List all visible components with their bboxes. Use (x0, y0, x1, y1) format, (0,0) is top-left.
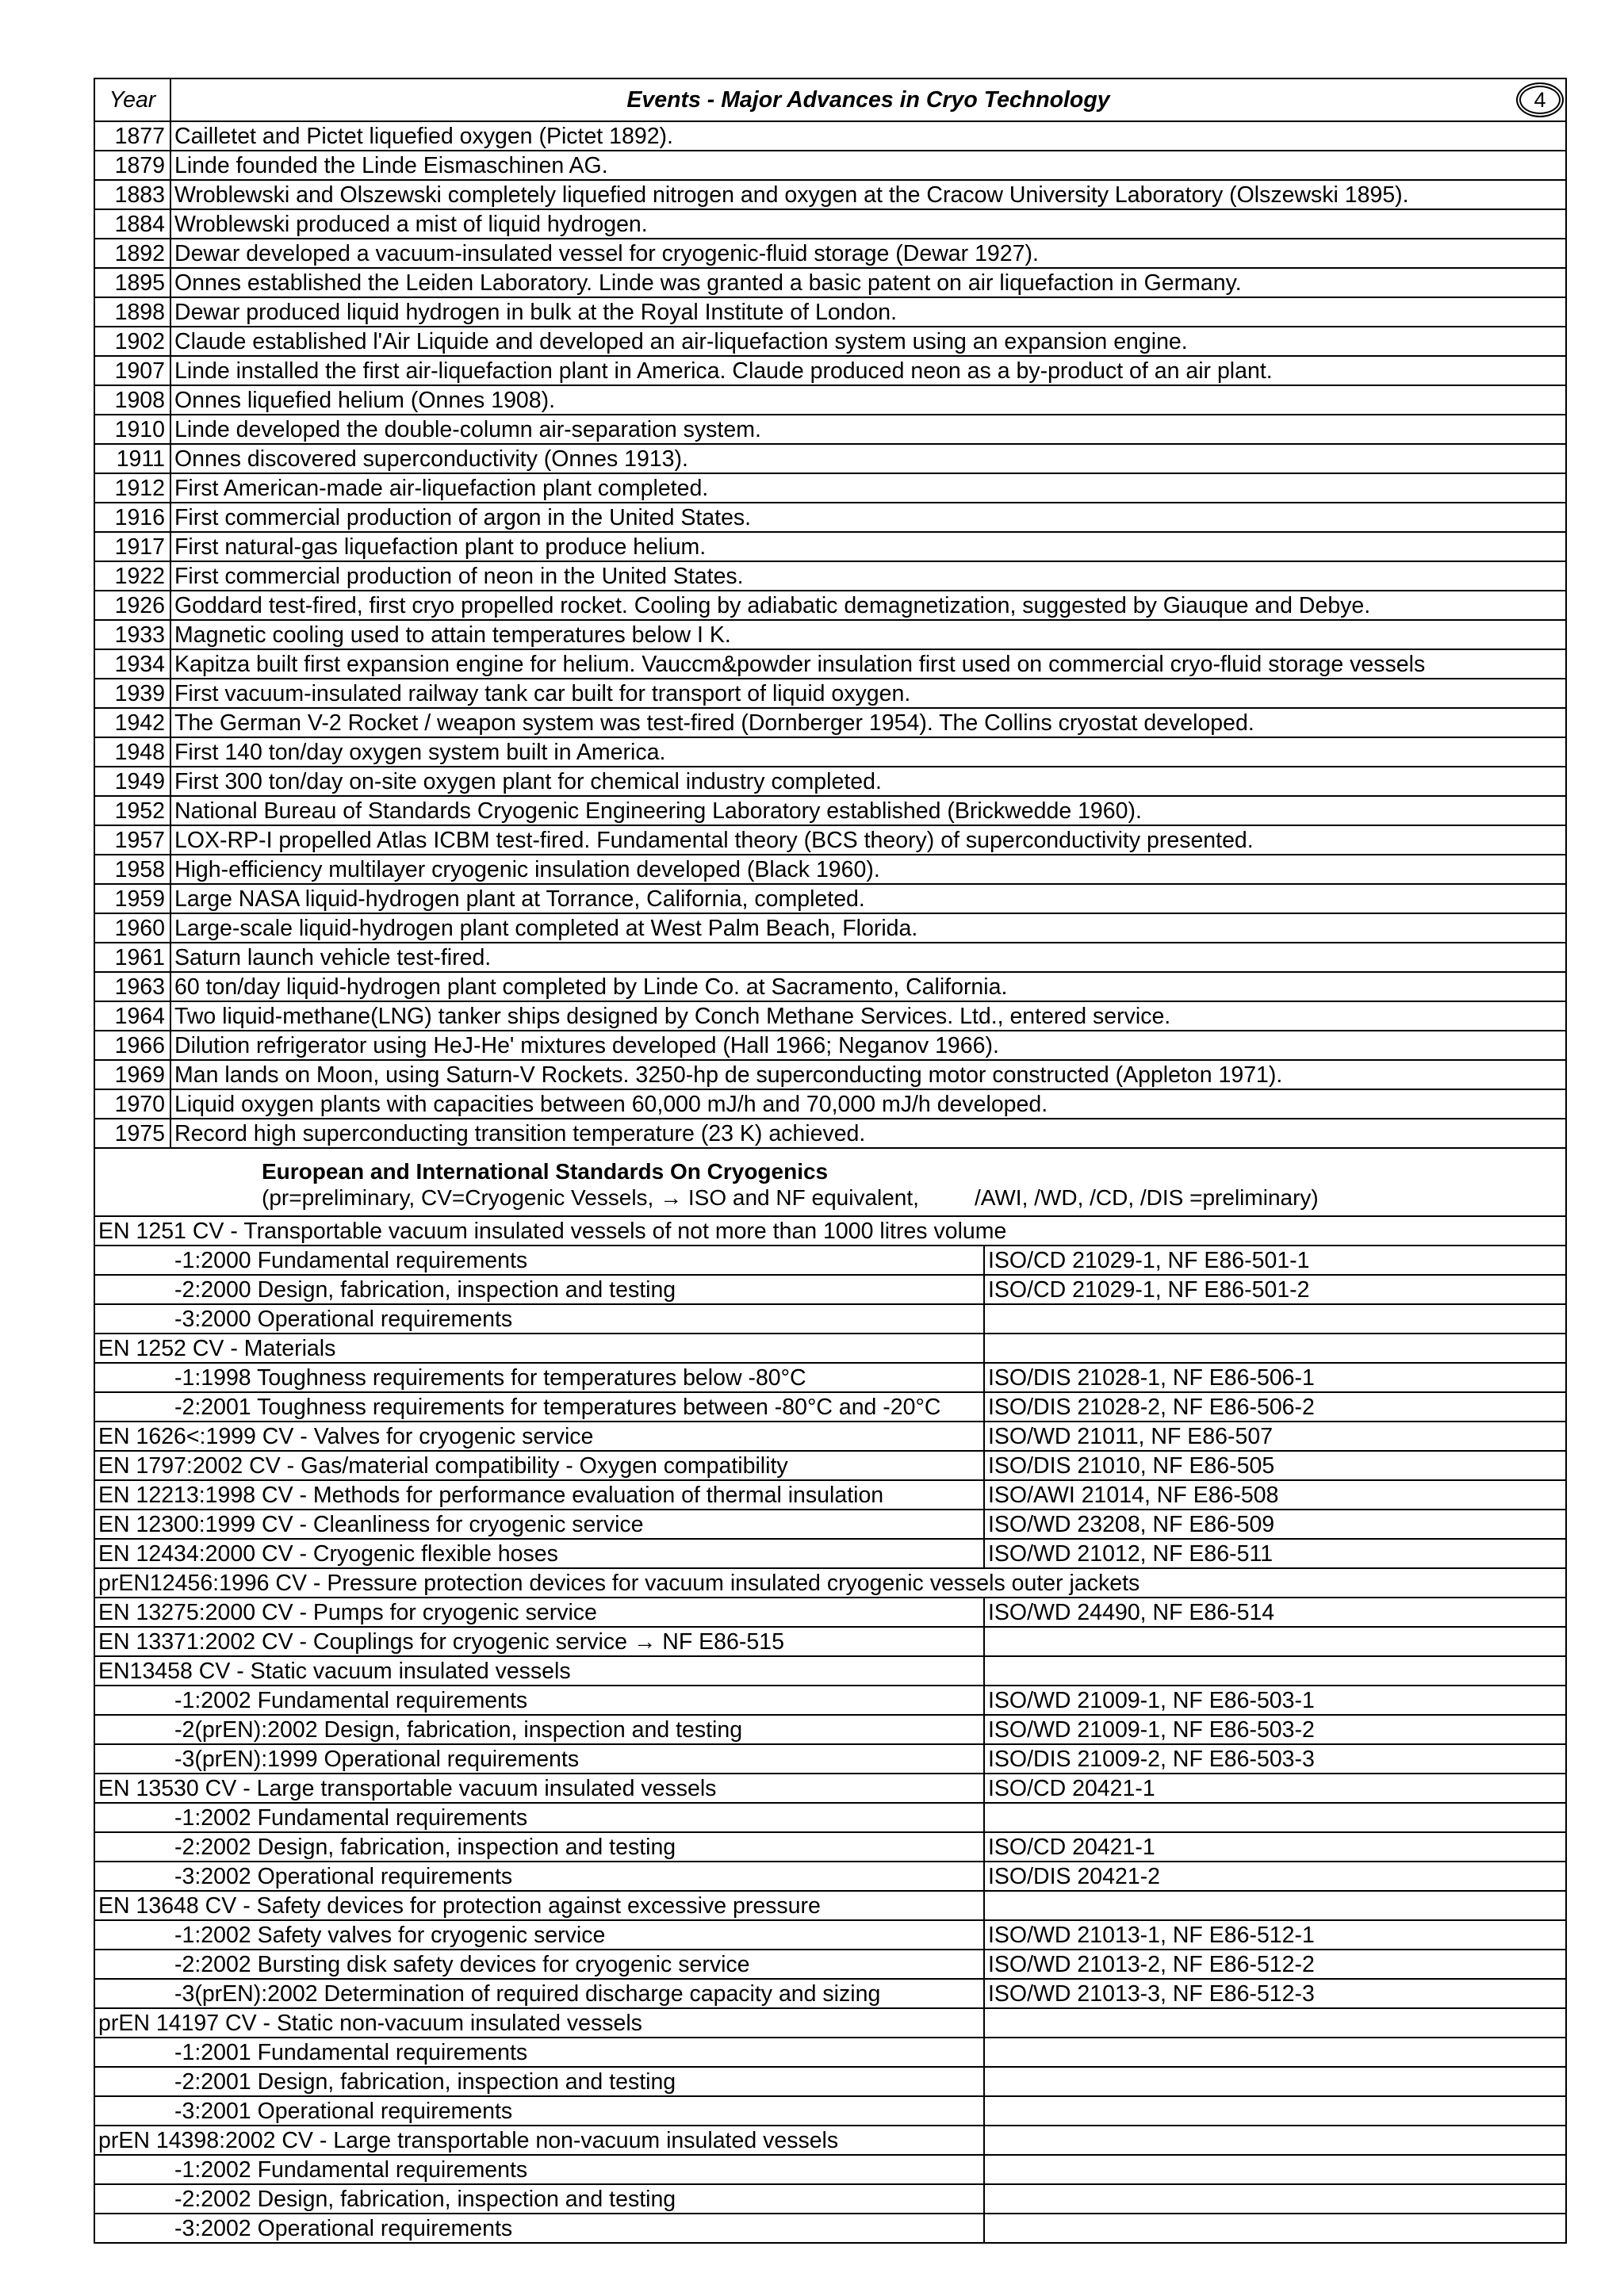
standard-equivalent: ISO/WD 21009-1, NF E86-503-2 (984, 1715, 1566, 1744)
event-row (94, 1031, 1566, 1060)
event-year: 1883 (94, 180, 170, 209)
event-row (94, 620, 1566, 649)
event-year: 1933 (94, 620, 170, 649)
event-row (94, 1001, 1566, 1031)
standard-title: -2:2002 Design, fabrication, inspection and testing (94, 1832, 984, 1862)
event-text: Record high superconducting transition temperature (23 K) achieved. (170, 1119, 1566, 1148)
event-text: First American-made air-liquefaction plant completed. (170, 473, 1566, 503)
standard-title: prEN 14197 CV - Static non-vacuum insulated vessels (94, 2008, 984, 2038)
event-year: 1963 (94, 972, 170, 1001)
standard-row (94, 1363, 1566, 1392)
standard-row (94, 1539, 1566, 1568)
event-row (94, 473, 1566, 503)
event-year: 1964 (94, 1001, 170, 1031)
event-year: 1916 (94, 503, 170, 532)
standard-row (94, 2155, 1566, 2184)
event-year: 1970 (94, 1089, 170, 1119)
standard-title: EN 13648 CV - Safety devices for protection against excessive pressure (94, 1891, 984, 1920)
standard-equivalent: ISO/WD 21012, NF E86-511 (984, 1539, 1566, 1568)
standard-title: -1:2002 Fundamental requirements (94, 1686, 984, 1715)
standard-row (94, 2126, 1566, 2155)
standard-row (94, 2184, 1566, 2214)
event-row (94, 796, 1566, 825)
event-text: Linde founded the Linde Eismaschinen AG. (170, 151, 1566, 180)
event-text: Large NASA liquid-hydrogen plant at Torrance, California, completed. (170, 884, 1566, 913)
event-row (94, 1060, 1566, 1089)
event-year: 1917 (94, 532, 170, 561)
year-column-header: Year (94, 78, 170, 121)
standard-row (94, 1774, 1566, 1803)
standard-equivalent (984, 1304, 1566, 1334)
standard-equivalent: ISO/WD 21011, NF E86-507 (984, 1422, 1566, 1451)
event-year: 1910 (94, 415, 170, 444)
event-year: 1877 (94, 121, 170, 151)
event-year: 1975 (94, 1119, 170, 1148)
standard-row (94, 1598, 1566, 1627)
event-year: 1961 (94, 943, 170, 972)
standard-title: -1:2002 Fundamental requirements (94, 2155, 984, 2184)
standard-equivalent: ISO/CD 21029-1, NF E86-501-2 (984, 1275, 1566, 1304)
event-text: Wroblewski produced a mist of liquid hydrogen. (170, 209, 1566, 239)
event-year: 1922 (94, 561, 170, 591)
event-text: Man lands on Moon, using Saturn-V Rockets. 3250-hp de superconducting motor constructed (Appleton 1971). (170, 1060, 1566, 1089)
standard-row (94, 2214, 1566, 2243)
event-row (94, 327, 1566, 356)
event-text: Saturn launch vehicle test-fired. (170, 943, 1566, 972)
standard-equivalent (984, 2184, 1566, 2214)
standard-equivalent (984, 1627, 1566, 1656)
event-text: Wroblewski and Olszewski completely liquefied nitrogen and oxygen at the Cracow University Laboratory (Olszewski 1895). (170, 180, 1566, 209)
event-year: 1907 (94, 356, 170, 385)
event-row (94, 239, 1566, 268)
event-year: 1958 (94, 855, 170, 884)
standard-row (94, 1832, 1566, 1862)
standards-header-cell (94, 1148, 1566, 1216)
event-year: 1895 (94, 268, 170, 297)
standard-title: EN13458 CV - Static vacuum insulated vessels (94, 1656, 984, 1686)
event-year: 1966 (94, 1031, 170, 1060)
standard-title: EN 1252 CV - Materials (94, 1334, 984, 1363)
event-row (94, 855, 1566, 884)
event-row (94, 679, 1566, 708)
standard-row (94, 1334, 1566, 1363)
standard-row (94, 1627, 1566, 1656)
standard-equivalent (984, 1891, 1566, 1920)
standard-equivalent (984, 2038, 1566, 2067)
standard-title: -3:2002 Operational requirements (94, 1862, 984, 1891)
event-row (94, 708, 1566, 737)
standard-row (94, 1891, 1566, 1920)
standard-equivalent: ISO/WD 21013-3, NF E86-512-3 (984, 1979, 1566, 2008)
standard-title: EN 1251 CV - Transportable vacuum insulated vessels of not more than 1000 litres volume (94, 1216, 984, 1246)
standard-equivalent (984, 2126, 1566, 2155)
event-text: Onnes discovered superconductivity (Onnes 1913). (170, 444, 1566, 473)
event-text: Dewar produced liquid hydrogen in bulk at the Royal Institute of London. (170, 297, 1566, 327)
standard-equivalent: ISO/CD 21029-1, NF E86-501-1 (984, 1246, 1566, 1275)
standard-equivalent (984, 1334, 1566, 1363)
event-row (94, 767, 1566, 796)
standard-title: -2:2002 Design, fabrication, inspection and testing (94, 2184, 984, 2214)
standard-row (94, 1510, 1566, 1539)
event-text: First 300 ton/day on-site oxygen plant for chemical industry completed. (170, 767, 1566, 796)
event-row (94, 737, 1566, 767)
event-year: 1911 (94, 444, 170, 473)
standard-title: EN 13530 CV - Large transportable vacuum insulated vessels (94, 1774, 984, 1803)
document-page (94, 78, 1567, 2244)
standard-row (94, 1656, 1566, 1686)
event-text: Dilution refrigerator using HeJ-He' mixtures developed (Hall 1966; Neganov 1966). (170, 1031, 1566, 1060)
event-year: 1892 (94, 239, 170, 268)
standard-equivalent (984, 1656, 1566, 1686)
event-row (94, 151, 1566, 180)
event-text: Linde developed the double-column air-separation system. (170, 415, 1566, 444)
events-title-cell (170, 78, 1566, 121)
standard-equivalent (984, 2008, 1566, 2038)
standard-equivalent: ISO/DIS 20421-2 (984, 1862, 1566, 1891)
standard-row (94, 1304, 1566, 1334)
event-text: Large-scale liquid-hydrogen plant completed at West Palm Beach, Florida. (170, 913, 1566, 943)
event-year: 1912 (94, 473, 170, 503)
standard-equivalent (984, 2067, 1566, 2096)
standards-subtitle (262, 1184, 1562, 1211)
standard-title: -2:2001 Toughness requirements for temperatures between -80°C and -20°C (94, 1392, 984, 1422)
standard-equivalent: ISO/WD 24490, NF E86-514 (984, 1598, 1566, 1627)
event-row (94, 591, 1566, 620)
event-text: First vacuum-insulated railway tank car built for transport of liquid oxygen. (170, 679, 1566, 708)
event-year: 1949 (94, 767, 170, 796)
event-row (94, 385, 1566, 415)
event-text: The German V-2 Rocket / weapon system was test-fired (Dornberger 1954). The Collins cryostat developed. (170, 708, 1566, 737)
event-year: 1969 (94, 1060, 170, 1089)
standard-title: EN 12434:2000 CV - Cryogenic flexible hoses (94, 1539, 984, 1568)
standard-row (94, 2067, 1566, 2096)
standard-row (94, 1715, 1566, 1744)
event-text: Cailletet and Pictet liquefied oxygen (Pictet 1892). (170, 121, 1566, 151)
standard-title: prEN12456:1996 CV - Pressure protection devices for vacuum insulated cryogenic vessels outer jackets (94, 1568, 984, 1598)
standard-row (94, 1686, 1566, 1715)
standard-row (94, 1480, 1566, 1510)
event-year: 1902 (94, 327, 170, 356)
standards-subtitle-right: /AWI, /WD, /CD, /DIS =preliminary) (974, 1185, 1319, 1210)
standard-equivalent (984, 2155, 1566, 2184)
event-text: Onnes liquefied helium (Onnes 1908). (170, 385, 1566, 415)
standard-title: EN 13275:2000 CV - Pumps for cryogenic service (94, 1598, 984, 1627)
standard-title: prEN 14398:2002 CV - Large transportable non-vacuum insulated vessels (94, 2126, 984, 2155)
standard-row (94, 1950, 1566, 1979)
standard-row (94, 1568, 1566, 1598)
event-text: LOX-RP-I propelled Atlas ICBM test-fired. Fundamental theory (BCS theory) of superconductivity presented. (170, 825, 1566, 855)
event-row (94, 444, 1566, 473)
standard-title: -2(prEN):2002 Design, fabrication, inspection and testing (94, 1715, 984, 1744)
event-text: Onnes established the Leiden Laboratory. Linde was granted a basic patent on air liquefaction in Germany. (170, 268, 1566, 297)
event-text: Claude established l'Air Liquide and developed an air-liquefaction system using an expansion engine. (170, 327, 1566, 356)
standard-equivalent: ISO/AWI 21014, NF E86-508 (984, 1480, 1566, 1510)
standard-row (94, 1246, 1566, 1275)
standard-row (94, 2038, 1566, 2067)
standard-title: -3:2000 Operational requirements (94, 1304, 984, 1334)
event-text: High-efficiency multilayer cryogenic insulation developed (Black 1960). (170, 855, 1566, 884)
event-year: 1879 (94, 151, 170, 180)
events-header-row (94, 78, 1566, 121)
standard-title: -2:2002 Bursting disk safety devices for cryogenic service (94, 1950, 984, 1979)
standard-title: EN 13371:2002 CV - Couplings for cryogenic service → NF E86-515 (94, 1627, 984, 1656)
event-row (94, 268, 1566, 297)
standard-title: -1:2001 Fundamental requirements (94, 2038, 984, 2067)
event-year: 1908 (94, 385, 170, 415)
event-text: First natural-gas liquefaction plant to produce helium. (170, 532, 1566, 561)
events-table (94, 78, 1567, 1149)
event-year: 1942 (94, 708, 170, 737)
standard-row (94, 1862, 1566, 1891)
standard-title: -1:2002 Safety valves for cryogenic service (94, 1920, 984, 1950)
event-year: 1934 (94, 649, 170, 679)
standards-header-row (94, 1148, 1566, 1216)
event-year: 1959 (94, 884, 170, 913)
event-row (94, 561, 1566, 591)
event-year: 1960 (94, 913, 170, 943)
event-text: First 140 ton/day oxygen system built in America. (170, 737, 1566, 767)
standard-title: EN 12213:1998 CV - Methods for performance evaluation of thermal insulation (94, 1480, 984, 1510)
standard-title: -3:2001 Operational requirements (94, 2096, 984, 2126)
event-text: Magnetic cooling used to attain temperatures below I K. (170, 620, 1566, 649)
standard-equivalent: ISO/WD 23208, NF E86-509 (984, 1510, 1566, 1539)
standard-row (94, 1275, 1566, 1304)
standard-title: -1:1998 Toughness requirements for temperatures below -80°C (94, 1363, 984, 1392)
standard-row (94, 1216, 1566, 1246)
standard-row (94, 1920, 1566, 1950)
standard-row (94, 2008, 1566, 2038)
event-row (94, 415, 1566, 444)
event-row (94, 180, 1566, 209)
event-row (94, 532, 1566, 561)
event-row (94, 1089, 1566, 1119)
standard-equivalent: ISO/WD 21013-2, NF E86-512-2 (984, 1950, 1566, 1979)
standard-row (94, 1803, 1566, 1832)
standard-equivalent (984, 2096, 1566, 2126)
event-row (94, 943, 1566, 972)
event-text: First commercial production of argon in the United States. (170, 503, 1566, 532)
page-number-badge: 4 (1516, 82, 1564, 117)
event-year: 1952 (94, 796, 170, 825)
event-row (94, 913, 1566, 943)
standard-equivalent: ISO/DIS 21009-2, NF E86-503-3 (984, 1744, 1566, 1774)
standard-title: EN 12300:1999 CV - Cleanliness for cryogenic service (94, 1510, 984, 1539)
standard-row (94, 2096, 1566, 2126)
standard-title: EN 1797:2002 CV - Gas/material compatibility - Oxygen compatibility (94, 1451, 984, 1480)
event-row (94, 884, 1566, 913)
standards-title: European and International Standards On Cryogenics (262, 1159, 829, 1184)
event-row (94, 972, 1566, 1001)
standard-title: -3(prEN):2002 Determination of required discharge capacity and sizing (94, 1979, 984, 2008)
event-row (94, 825, 1566, 855)
event-text: First commercial production of neon in the United States. (170, 561, 1566, 591)
standard-equivalent: ISO/WD 21009-1, NF E86-503-1 (984, 1686, 1566, 1715)
event-row (94, 503, 1566, 532)
event-year: 1948 (94, 737, 170, 767)
standard-row (94, 1451, 1566, 1480)
standard-row (94, 1422, 1566, 1451)
standard-title: -3(prEN):1999 Operational requirements (94, 1744, 984, 1774)
standard-equivalent: ISO/DIS 21028-2, NF E86-506-2 (984, 1392, 1566, 1422)
standards-table (94, 1147, 1567, 2244)
standard-equivalent: ISO/CD 20421-1 (984, 1774, 1566, 1803)
event-year: 1884 (94, 209, 170, 239)
event-year: 1898 (94, 297, 170, 327)
standard-row (94, 1392, 1566, 1422)
standard-equivalent: ISO/DIS 21010, NF E86-505 (984, 1451, 1566, 1480)
event-text: Dewar developed a vacuum-insulated vessel for cryogenic-fluid storage (Dewar 1927). (170, 239, 1566, 268)
event-row (94, 649, 1566, 679)
event-text: Liquid oxygen plants with capacities between 60,000 mJ/h and 70,000 mJ/h developed. (170, 1089, 1566, 1119)
standard-equivalent (984, 1803, 1566, 1832)
standard-equivalent: ISO/DIS 21028-1, NF E86-506-1 (984, 1363, 1566, 1392)
standard-equivalent (984, 2214, 1566, 2243)
standard-title: -2:2001 Design, fabrication, inspection and testing (94, 2067, 984, 2096)
event-text: Kapitza built first expansion engine for helium. Vauccm&powder insulation first used on commercial cryo-fluid storage vessels (170, 649, 1566, 679)
event-text: Goddard test-fired, first cryo propelled rocket. Cooling by adiabatic demagnetization, suggested by Giauque and Debye. (170, 591, 1566, 620)
event-row (94, 1119, 1566, 1148)
standard-title: EN 1626<:1999 CV - Valves for cryogenic service (94, 1422, 984, 1451)
events-title: Events - Major Advances in Cryo Technology (626, 86, 1110, 113)
event-text: Linde installed the first air-liquefaction plant in America. Claude produced neon as a by-product of an air plant. (170, 356, 1566, 385)
event-year: 1957 (94, 825, 170, 855)
standard-equivalent: ISO/CD 20421-1 (984, 1832, 1566, 1862)
event-text: 60 ton/day liquid-hydrogen plant completed by Linde Co. at Sacramento, California. (170, 972, 1566, 1001)
event-text: Two liquid-methane(LNG) tanker ships designed by Conch Methane Services. Ltd., entered service. (170, 1001, 1566, 1031)
standard-equivalent: ISO/WD 21013-1, NF E86-512-1 (984, 1920, 1566, 1950)
standard-title: -1:2002 Fundamental requirements (94, 1803, 984, 1832)
standards-subtitle-left: (pr=preliminary, CV=Cryogenic Vessels, → ISO and NF equivalent, (262, 1185, 919, 1210)
standard-title: -1:2000 Fundamental requirements (94, 1246, 984, 1275)
event-year: 1926 (94, 591, 170, 620)
event-row (94, 209, 1566, 239)
event-row (94, 297, 1566, 327)
event-text: National Bureau of Standards Cryogenic Engineering Laboratory established (Brickwedde 1960). (170, 796, 1566, 825)
event-year: 1939 (94, 679, 170, 708)
standard-equivalent (984, 1216, 1566, 1246)
standard-row (94, 1744, 1566, 1774)
event-row (94, 121, 1566, 151)
standard-row (94, 1979, 1566, 2008)
event-row (94, 356, 1566, 385)
standard-title: -2:2000 Design, fabrication, inspection and testing (94, 1275, 984, 1304)
standard-title: -3:2002 Operational requirements (94, 2214, 984, 2243)
